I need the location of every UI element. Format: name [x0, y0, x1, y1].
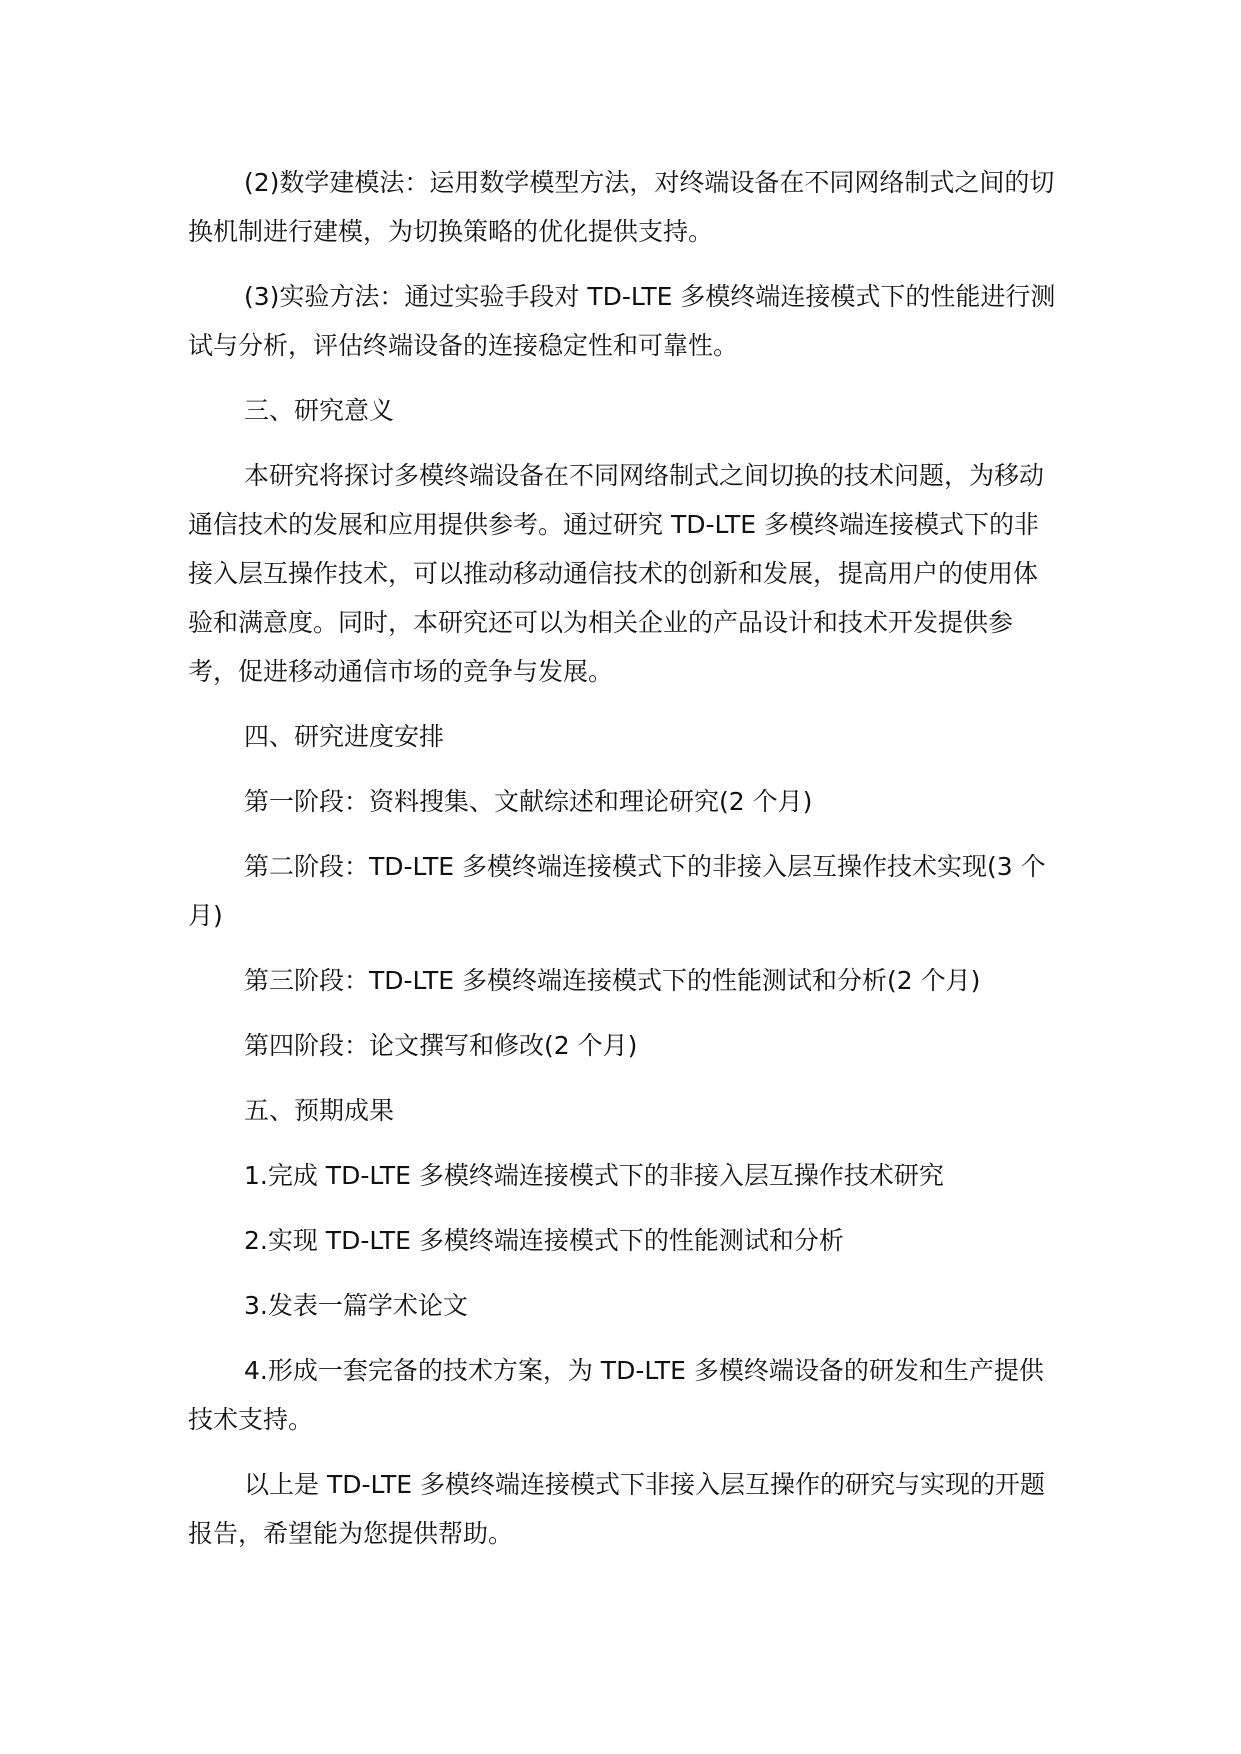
- significance-paragraph: 本研究将探讨多模终端设备在不同网络制式之间切换的技术问题，为移动通信技术的发展和应用提供参考。通过研究 TD-LTE 多模终端连接模式下的非接入层互操作技术，可以推动移动通信技术的创新和发展，提高用户的使用体验和满意度。同时，本研究还可以为相关企业的产品设计和技术开发提供参考，促进移动通信市场的竞争与发展。: [188, 461, 1045, 686]
- outcome-item-1: 1.完成 TD-LTE 多模终端连接模式下的非接入层互操作技术研究: [244, 1161, 944, 1190]
- section-heading-schedule: 四、研究进度安排: [244, 722, 445, 751]
- closing-paragraph: 以上是 TD-LTE 多模终端连接模式下非接入层互操作的研究与实现的开题报告，希望能为您提供帮助。: [188, 1470, 1045, 1548]
- method-paragraph-2: (2)数学建模法：运用数学模型方法，对终端设备在不同网络制式之间的切换机制进行建模，为切换策略的优化提供支持。: [188, 168, 1055, 246]
- outcome-item-4: 4.形成一套完备的技术方案，为 TD-LTE 多模终端设备的研发和生产提供技术支持。: [188, 1356, 1044, 1434]
- method-paragraph-3: (3)实验方法：通过实验手段对 TD-LTE 多模终端连接模式下的性能进行测试与分析，评估终端设备的连接稳定性和可靠性。: [188, 282, 1056, 360]
- schedule-stage-3: 第三阶段：TD-LTE 多模终端连接模式下的性能测试和分析(2 个月): [244, 966, 981, 995]
- schedule-stage-4: 第四阶段：论文撰写和修改(2 个月): [244, 1031, 638, 1060]
- outcome-item-3: 3.发表一篇学术论文: [244, 1291, 468, 1320]
- section-heading-outcomes: 五、预期成果: [244, 1096, 395, 1125]
- section-heading-significance: 三、研究意义: [244, 396, 395, 425]
- document-body: [188, 158, 1056, 1574]
- schedule-stage-2: 第二阶段：TD-LTE 多模终端连接模式下的非接入层互操作技术实现(3 个月): [188, 852, 1046, 930]
- outcome-item-2: 2.实现 TD-LTE 多模终端连接模式下的性能测试和分析: [244, 1226, 844, 1255]
- schedule-stage-1: 第一阶段：资料搜集、文献综述和理论研究(2 个月): [244, 787, 813, 816]
